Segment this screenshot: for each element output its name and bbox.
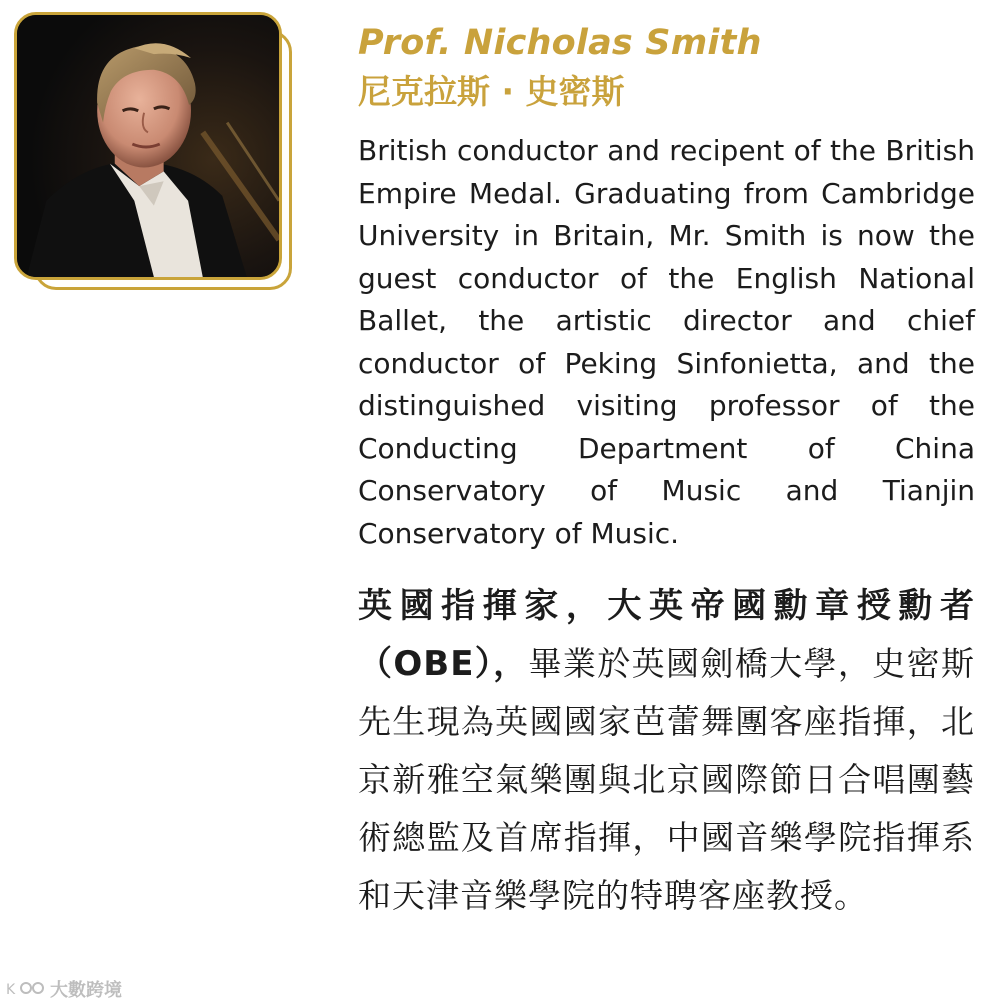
portrait-frame — [14, 12, 304, 302]
watermark — [6, 974, 122, 1004]
bio-chinese — [358, 577, 975, 925]
bio-section — [358, 20, 975, 925]
bio-chinese-lead: 英國指揮家，大英帝國勳章授勳者（OBE）， — [358, 586, 975, 684]
portrait-photo-frame — [14, 12, 282, 280]
watermark-logo-icon — [6, 978, 46, 1000]
bio-chinese-rest: 畢業於英國劍橋大學，史密斯先生現為英國國家芭蕾舞團客座指揮，北京新雅空氣樂團與北京國際節日合唱團藝術總監及首席指揮，中國音樂學院指揮系和天津音樂學院的特聘客座教授。 — [358, 644, 976, 915]
svg-text:K: K — [6, 982, 16, 998]
watermark-text: 大數跨境 — [50, 980, 122, 1001]
bio-english: British conductor and recipent of the British Empire Medal. Graduating from Cambridge University in Britain, Mr. Smith is now the guest conductor of the English National Ballet, the artistic director and chief conductor of Peking Sinfonietta, and the distinguished visiting professor of the Conducting Department of China Conservatory of Music and Tianjin Conservatory of Music. — [358, 134, 975, 550]
name-english: Prof. Nicholas Smith — [358, 23, 762, 63]
portrait-photo — [17, 15, 279, 277]
name-chinese: 尼克拉斯 · 史密斯 — [358, 72, 625, 111]
